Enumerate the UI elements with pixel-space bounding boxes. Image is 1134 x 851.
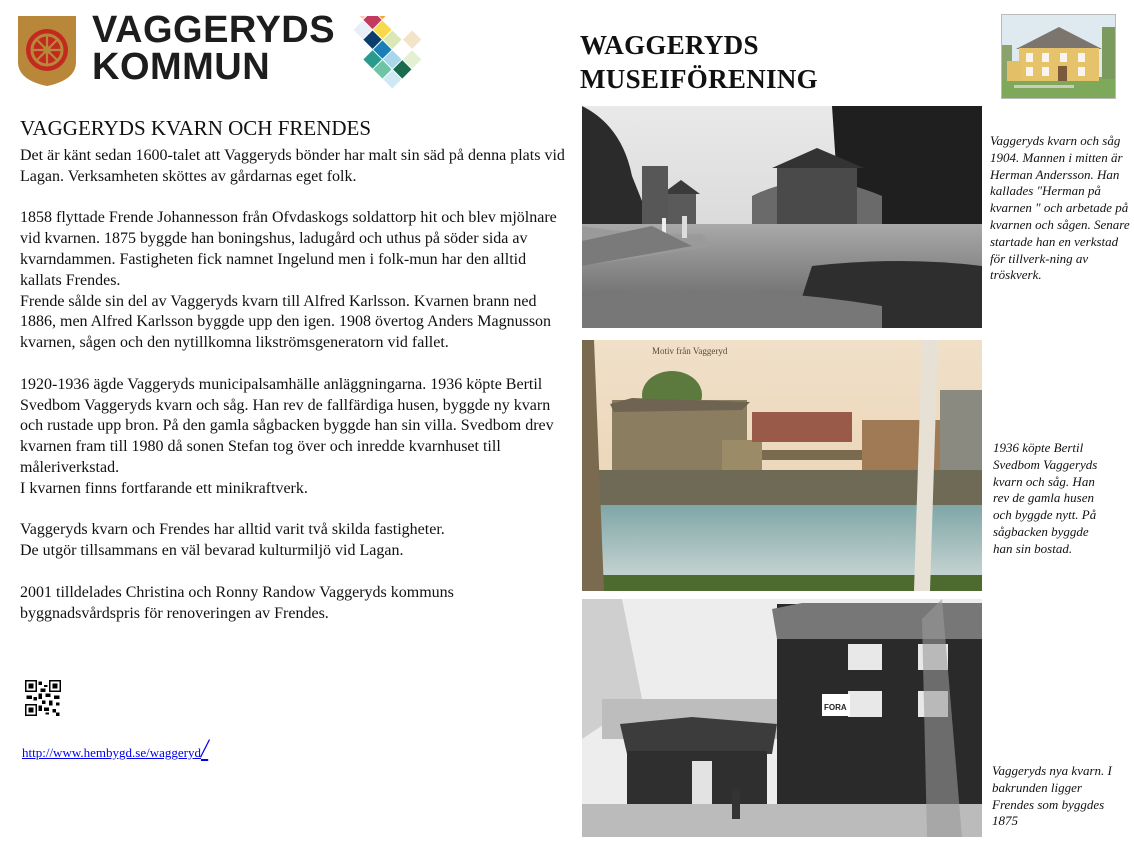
photo-postcard-1936 <box>582 340 982 591</box>
paragraph-svedbom: 1920-1936 ägde Vaggeryds municipalsamhälle anläggningarna. 1936 köpte Bertil Svedbom Vaggeryds kvarn och såg. Han rev de fallfärdiga husen, byggde ny kvarn och rustade upp bron. På den gamla sågbacken byggde han sin villa. Svedbom drev kvarnen fram till 1980 då sonen Stefan tog över och inredde kvarnhuset till måleriverkstad. <box>20 375 554 476</box>
yellow-house-photo <box>1001 14 1116 99</box>
paragraph-frende: 1858 flyttade Frende Johannesson från Ofvdaskogs soldattorp hit och blev mjölnare vid kvarnen. 1875 byggde han boningshus, ladugård och uthus på söder sida av kvarndammen. Fastigheten fick namnet Ingelund men i folk-mun har den alltid kallats Frendes. <box>20 209 557 289</box>
photo-new-mill <box>582 599 982 837</box>
mosaic-v-logo <box>346 16 450 102</box>
postcard-inscription: Motiv från Vaggeryd <box>652 346 728 356</box>
logo-text-line2: KOMMUN <box>92 46 271 88</box>
fora-sign: FORA <box>824 703 847 712</box>
paragraph-alfred: Frende sålde sin del av Vaggeryds kvarn till Alfred Karlsson. Kvarnen brann ned 1886, men Alfred Karlsson byggde upp den igen. 1908 övertog Anders Magnusson kvarnen, sågen och den nytillkomna likströmsgeneratorn vid fallet. <box>20 292 552 352</box>
paragraph-fastigheter: Vaggeryds kvarn och Frendes har alltid varit två skilda fastigheter. <box>20 521 445 539</box>
photo-mill-1904 <box>582 106 982 328</box>
logo-text-line1: VAGGERYDS <box>92 9 336 51</box>
article-heading: VAGGERYDS KVARN OCH FRENDES <box>20 116 372 140</box>
paragraph-kulturmiljo: De utgör tillsammans en väl bevarad kulturmiljö vid Lagan. <box>20 542 404 560</box>
website-link[interactable]: http://www.hembygd.se/waggeryd <box>22 745 201 760</box>
caption-photo-1936: 1936 köpte Bertil Svedbom Vaggeryds kvarn och såg. Han rev de gamla husen och byggde nytt. På sågbacken byggde han sin bostad. <box>993 440 1098 556</box>
association-title-line2: MUSEIFÖRENING <box>580 64 818 94</box>
website-link-row <box>22 734 208 764</box>
caption-photo-1904: Vaggeryds kvarn och såg 1904. Mannen i mitten är Herman Andersson. Han kallades "Herman på kvarnen " och arbetade på kvarnen och sågen. Senare startade han en verkstad för tillverk-ning av tröskverk. <box>990 133 1130 283</box>
paragraph-award: 2001 tilldelades Christina och Ronny Randow Vaggeryds kommuns byggnadsvårdspris för renoveringen av Frendes. <box>20 583 454 622</box>
website-link-slash[interactable]: / <box>200 734 209 763</box>
caption-photo-new-mill: Vaggeryds nya kvarn. I bakrunden ligger Frendes som byggdes 1875 <box>992 763 1112 829</box>
association-title-line1: WAGGERYDS <box>580 30 759 60</box>
paragraph-minikraftverk: I kvarnen finns fortfarande ett minikraftverk. <box>20 479 308 497</box>
paragraph-origin: Det är känt sedan 1600-talet att Vaggeryds bönder har malt sin säd på denna plats vid Lagan. Verksamheten sköttes av gårdarnas eget folk. <box>20 147 565 185</box>
municipality-shield-logo <box>16 14 78 88</box>
article-body <box>20 146 565 624</box>
qr-code-icon[interactable] <box>25 680 61 716</box>
